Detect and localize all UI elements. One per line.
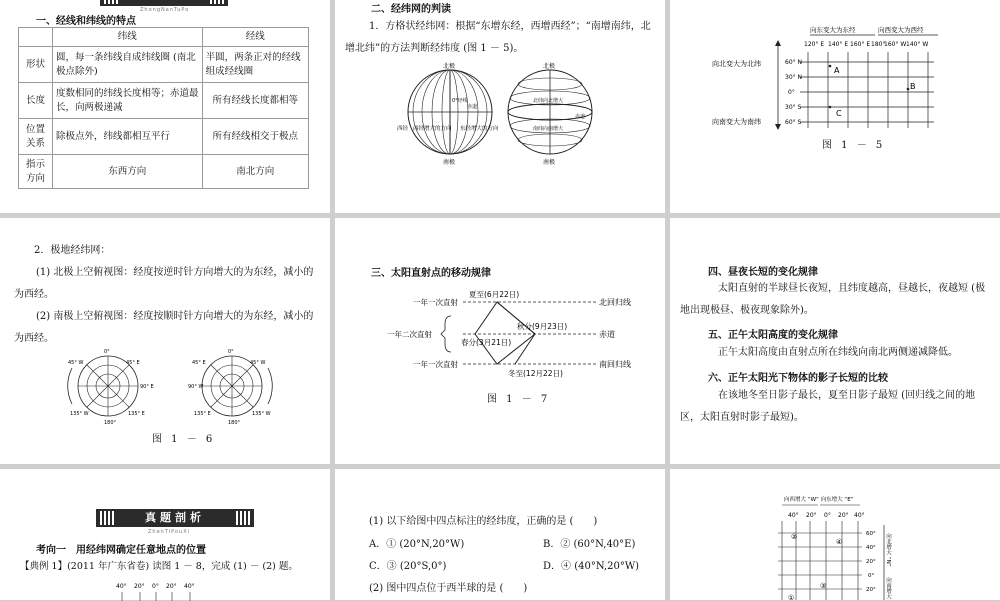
lon-label: 140° E: [828, 41, 849, 48]
side-south-label: 向南增大: [885, 577, 891, 599]
label-equator: 赤道: [575, 114, 586, 120]
table-cell: 半圆，两条正对的经线组成经线圈: [202, 47, 308, 83]
question-text: (2) 图中四点位于西半球的是 ( ): [369, 583, 528, 594]
label-west-increase: 西经增大的方向: [413, 126, 452, 132]
lat-tick: 20°: [866, 559, 876, 565]
polar-label: 90° W: [188, 384, 204, 390]
latitude-globe: [508, 62, 592, 166]
row-label: 形状: [19, 47, 53, 83]
lon-tick: 0°: [824, 512, 831, 519]
label-prime: 0°经线: [452, 98, 468, 104]
slide-polar-graticule: [0, 218, 330, 464]
label-equator: 赤道: [467, 104, 478, 110]
polar-label: 0°: [104, 349, 110, 355]
label-west-increase: 向西变大为西经: [878, 26, 924, 34]
example-map-partial: [110, 581, 210, 601]
spring-equinox-label: 春分(3月21日): [461, 338, 512, 347]
label-north-increase: 北纬向北增大: [533, 98, 564, 104]
lon-label: 140° W: [906, 41, 929, 48]
figure-caption: 图 1 － 7: [487, 394, 551, 405]
lon-label: 160° W: [884, 41, 907, 48]
section-title: 考向一 用经纬网确定任意地点的位置: [36, 545, 206, 556]
once-label: 一年一次直射: [413, 298, 458, 307]
polar-label: 45° E: [126, 360, 140, 366]
winter-solstice-label: 冬至(12月22日): [508, 369, 563, 378]
polar-label: 90° E: [140, 384, 154, 390]
row-label: 指示方向: [19, 155, 53, 189]
option-a[interactable]: A．① (20°N,20°W): [369, 539, 465, 550]
paragraph: (1) 北极上空俯视图：经度按逆时针方向增大的为东经，减小的为西经。: [14, 267, 314, 300]
table-cell: 除极点外，纬线都相互平行: [53, 119, 203, 155]
once-label: 一年一次直射: [413, 360, 458, 369]
row-label: 长度: [19, 83, 53, 119]
tropic-cancer-label: 北回归线: [599, 298, 631, 307]
banner-subtitle: ZhenTiPouXi: [148, 529, 191, 535]
label-west: 西经: [397, 126, 409, 132]
table-cell: 东西方向: [53, 155, 203, 189]
grid-graticule-diagram: [670, 0, 1000, 213]
paragraph: 1．方格状经纬网：根据“东增东经，西增西经”；“南增南纬，北增北纬”的方法判断经纬度 (图 1 － 5)。: [345, 21, 651, 54]
section-title: 六、正午太阳光下物体的影子长短的比较: [708, 373, 888, 384]
slide-rules: [670, 218, 1000, 464]
lon-tick: 40°: [854, 512, 865, 519]
figure-caption: 图 1 － 5: [822, 140, 886, 151]
lon-label: 120° E: [804, 41, 825, 48]
section-title: 三、太阳直射点的移动规律: [371, 268, 491, 279]
longitude-globe: [397, 62, 499, 166]
point-label: A: [834, 66, 840, 75]
table-row: [19, 119, 309, 155]
label-south-increase: 向南变大为南纬: [712, 118, 761, 126]
south-pole-view: [188, 349, 272, 426]
table-header: [19, 28, 53, 47]
lon-tick: 20°: [806, 512, 817, 519]
point-label: C: [836, 109, 842, 118]
lon-label: 160° E: [850, 41, 871, 48]
features-table: [18, 27, 309, 189]
twice-label: 一年二次直射: [387, 330, 432, 339]
table-cell: 所有经线相交于极点: [202, 119, 308, 155]
north-pole-view: [68, 349, 154, 426]
polar-label: 135° E: [128, 411, 145, 417]
polar-label: 0°: [228, 349, 234, 355]
lon-tick: 40°: [788, 512, 799, 519]
section-title: 四、昼夜长短的变化规律: [708, 267, 818, 278]
lat-tick: 60°: [866, 531, 876, 537]
table-cell: 圆，每一条纬线自成纬线圈 (南北极点除外): [53, 47, 203, 83]
point-label: ①: [788, 594, 795, 601]
slide-graticule-reading: [335, 0, 665, 213]
label-north-increase: 向北变大为北纬: [712, 60, 761, 68]
lon-ticks: [788, 512, 865, 519]
label-south-increase: 南纬向南增大: [533, 126, 564, 132]
paragraph: 太阳直射的半球昼长夜短，且纬度越高，昼越长，夜越短 (极地出现极昼、极夜现象除外)。: [680, 283, 986, 316]
lat-label: 30° N: [785, 74, 803, 81]
paragraph: 正午太阳高度由直射点所在纬线向南北两侧递减降低。: [718, 347, 958, 358]
figure-caption: 图 1 － 6: [152, 434, 216, 445]
polar-label: 45° W: [68, 360, 84, 366]
autumn-equinox-label: 秋分(9月23日): [517, 322, 568, 331]
subsolar-diagram: [375, 284, 645, 384]
lon-tick: 20°: [838, 512, 849, 519]
slide-banner: [100, 0, 228, 6]
table-header: 纬线: [53, 28, 203, 47]
row-label: 位置关系: [19, 119, 53, 155]
table-row: [19, 47, 309, 83]
lat-tick-labels: [785, 59, 802, 126]
side-north-label: 向北增大 “N”: [885, 533, 891, 567]
polar-label: 135° W: [70, 411, 89, 417]
label-north: 北极: [443, 63, 456, 70]
lon-tick-labels: [804, 41, 928, 48]
table-header: 经线: [202, 28, 308, 47]
polar-label: 180°: [228, 420, 241, 426]
banner-title: 真题剖析: [145, 511, 205, 524]
example-text: 【典例 1】(2011 年广东省卷) 读图 1 － 8，完成 (1) － (2) 题。: [20, 561, 298, 572]
polar-label: 180°: [104, 420, 117, 426]
summer-solstice-label: 夏至(6月22日): [469, 290, 520, 299]
section-title: 一、经线和纬线的特点: [36, 16, 136, 27]
slide-example-map: [670, 469, 1000, 600]
slide-questions: [335, 469, 665, 600]
paragraph: 2．极地经纬网：: [34, 245, 111, 256]
lat-label: 60° S: [785, 119, 802, 126]
point-label: ③: [820, 582, 827, 590]
table-cell: 度数相同的纬线长度相等；赤道最长，向两极递减: [53, 83, 203, 119]
option-c[interactable]: C．③ (20°S,0°): [369, 561, 447, 572]
label-south: 南极: [543, 159, 556, 166]
top-direction-label: 向西增大 “W” 向东增大 “E”: [784, 497, 854, 503]
banner-subtitle: ZhongNanTuPo: [140, 7, 190, 13]
option-d[interactable]: D．④ (40°N,20°W): [543, 561, 640, 572]
polar-label: 45° W: [250, 360, 266, 366]
slide-exam-analysis: [0, 469, 330, 600]
example-grid-map: [670, 469, 1000, 600]
slide-wx-features: [0, 0, 330, 213]
lat-tick: 20°: [866, 587, 876, 593]
option-b[interactable]: B．② (60°N,40°E): [543, 539, 636, 550]
lat-tick: 0°: [868, 573, 875, 579]
table-cell: 南北方向: [202, 155, 308, 189]
section-title: 五、正午太阳高度的变化规律: [708, 330, 838, 341]
lat-label: 30° S: [785, 104, 802, 111]
point-label: ②: [791, 533, 798, 541]
lon-tick: 0°: [152, 583, 159, 590]
label-east-increase: 向东变大为东经: [810, 26, 856, 34]
point-label: ④: [836, 538, 843, 546]
lat-label: 0°: [788, 89, 795, 96]
polar-label: 135° W: [252, 411, 271, 417]
table-header-row: [19, 28, 309, 47]
label-south: 南极: [443, 159, 456, 166]
section-title: 二、经纬网的判读: [371, 4, 451, 15]
lat-tick: 40°: [866, 545, 876, 551]
label-east-increase: 东经增大的方向: [460, 126, 499, 132]
lon-tick: 20°: [166, 583, 177, 590]
lat-ticks: [866, 531, 876, 593]
table-row: [19, 83, 309, 119]
lon-label: 180°: [871, 41, 886, 48]
question-text: (1) 以下给图中四点标注的经纬度，正确的是 ( ): [369, 516, 598, 527]
label-north: 北极: [543, 63, 556, 70]
paragraph: (2) 南极上空俯视图：经度按顺时针方向增大的为东经，减小的为西经。: [14, 311, 314, 344]
slide-grid-graticule: [670, 0, 1000, 213]
slide-banner: [96, 509, 254, 527]
polar-diagrams: [60, 346, 290, 426]
lon-tick: 40°: [184, 583, 195, 590]
table-cell: 所有经线长度都相等: [202, 83, 308, 119]
globe-diagrams: [397, 62, 595, 172]
lon-tick: 20°: [134, 583, 145, 590]
lat-label: 60° N: [785, 59, 803, 66]
polar-label: 135° E: [194, 411, 211, 417]
equator-label: 赤道: [599, 330, 615, 339]
polar-label: 45° E: [192, 360, 206, 366]
table-row: [19, 155, 309, 189]
point-label: B: [910, 82, 916, 91]
tropic-capricorn-label: 南回归线: [599, 360, 631, 369]
lon-tick: 40°: [116, 583, 127, 590]
paragraph: 在该地冬至日影子最长，夏至日影子最短 (回归线之间的地区，太阳直射时影子最短)。: [680, 390, 976, 423]
slide-subsolar-point: [335, 218, 665, 464]
